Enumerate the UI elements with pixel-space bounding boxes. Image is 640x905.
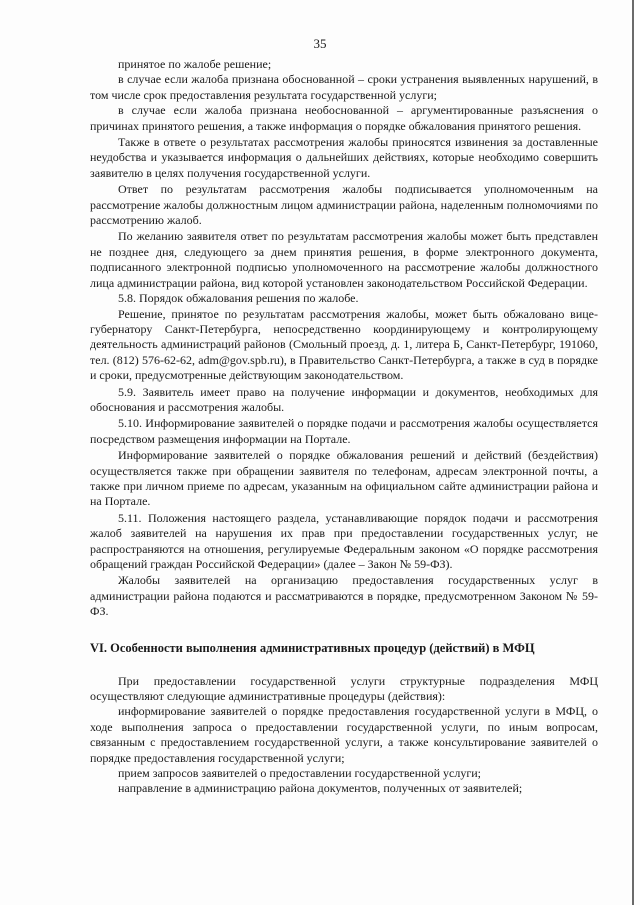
list-item: информирование заявителей о порядке предоставления государственной услуги в МФЦ, о ходе выполнения запроса о предоставлении государственной услуги, по иным вопросам, связанным с предоставлением государственной услуги, а также консультирование заявителей о порядке предоставления государственной услуги; — [90, 704, 598, 765]
paragraph: Ответ по результатам рассмотрения жалобы подписывается уполномоченным на рассмотрение жалобы должностным лицом администрации района, наделенным полномочиями по рассмотрению жалоб. — [90, 182, 598, 228]
page-number: 35 — [313, 36, 327, 51]
paragraph: 5.11. Положения настоящего раздела, устанавливающие порядок подачи и рассмотрения жалоб заявителей на нарушения их прав при предоставлении государственных услуг, не распространяются на отношения, регулируемые Федеральным законом «О порядке рассмотрения обращений граждан Российской Федерации» (далее – Закон № 59-ФЗ). — [90, 510, 598, 571]
paragraph: Также в ответе о результатах рассмотрения жалобы приносятся извинения за доставленные неудобства и указывается информация о дальнейших действиях, которые необходимо совершить заявителю в целях получения государственной услуги. — [90, 135, 598, 180]
list-item: прием запросов заявителей о предоставлении государственной услуги; — [118, 766, 482, 781]
document-body — [90, 57, 598, 797]
paragraph: Жалобы заявителей на организацию предоставления государственных услуг в администрации района подаются и рассматриваются в порядке, предусмотренном Законом № 59-ФЗ. — [90, 573, 598, 619]
list-item: направление в администрацию района документов, полученных от заявителей; — [118, 781, 523, 796]
paragraph: в случае если жалоба признана обоснованной – сроки устранения выявленных нарушений, в том числе срок предоставления результата государственной услуги; — [90, 72, 598, 102]
section-heading: VI. Особенности выполнения административных процедур (действий) в МФЦ — [90, 640, 535, 655]
page-edge-line — [632, 0, 634, 905]
paragraph: 5.8. Порядок обжалования решения по жалобе. — [118, 291, 359, 306]
paragraph: Информирование заявителей о порядке обжалования решений и действий (бездействия) осуществляется также при обращении заявителя по телефонам, адресам электронной почты, а также при личном приеме по адресам, указанным на официальном сайте администрации района и на Портале. — [90, 448, 598, 509]
paragraph: 5.10. Информирование заявителей о порядке подачи и рассмотрения жалобы осуществляется посредством размещения информации на Портале. — [90, 416, 598, 446]
paragraph: По желанию заявителя ответ по результатам рассмотрения жалобы может быть представлен не позднее дня, следующего за днем принятия решения, в форме электронного документа, подписанного электронной подписью уполномоченного на рассмотрение жалобы должностного лица администрации района, вид которой установлен законодательством Российской Федерации. — [90, 229, 598, 290]
paragraph: в случае если жалоба признана необоснованной – аргументированные разъяснения о причинах принятого решения, а также информация о порядке обжалования принятого решения. — [90, 103, 598, 133]
paragraph: принятое по жалобе решение; — [118, 57, 272, 71]
paragraph: Решение, принятое по результатам рассмотрения жалобы, может быть обжаловано вице-губернатору Санкт-Петербурга, непосредственно координирующему и контролирующему деятельность администраций районов (Смольный проезд, д. 1, литера Б, Санкт-Петербург, 191060, тел. (812) 576-62-62, adm@gov.spb.ru), в Правительство Санкт-Петербурга, а также в суд в порядке и сроки, предусмотренные действующим законодательством. — [90, 306, 598, 383]
paragraph: 5.9. Заявитель имеет право на получение информации и документов, необходимых для обоснования и рассмотрения жалобы. — [90, 384, 598, 414]
paragraph: При предоставлении государственной услуги структурные подразделения МФЦ осуществляют следующие административные процедуры (действия): — [90, 673, 598, 704]
